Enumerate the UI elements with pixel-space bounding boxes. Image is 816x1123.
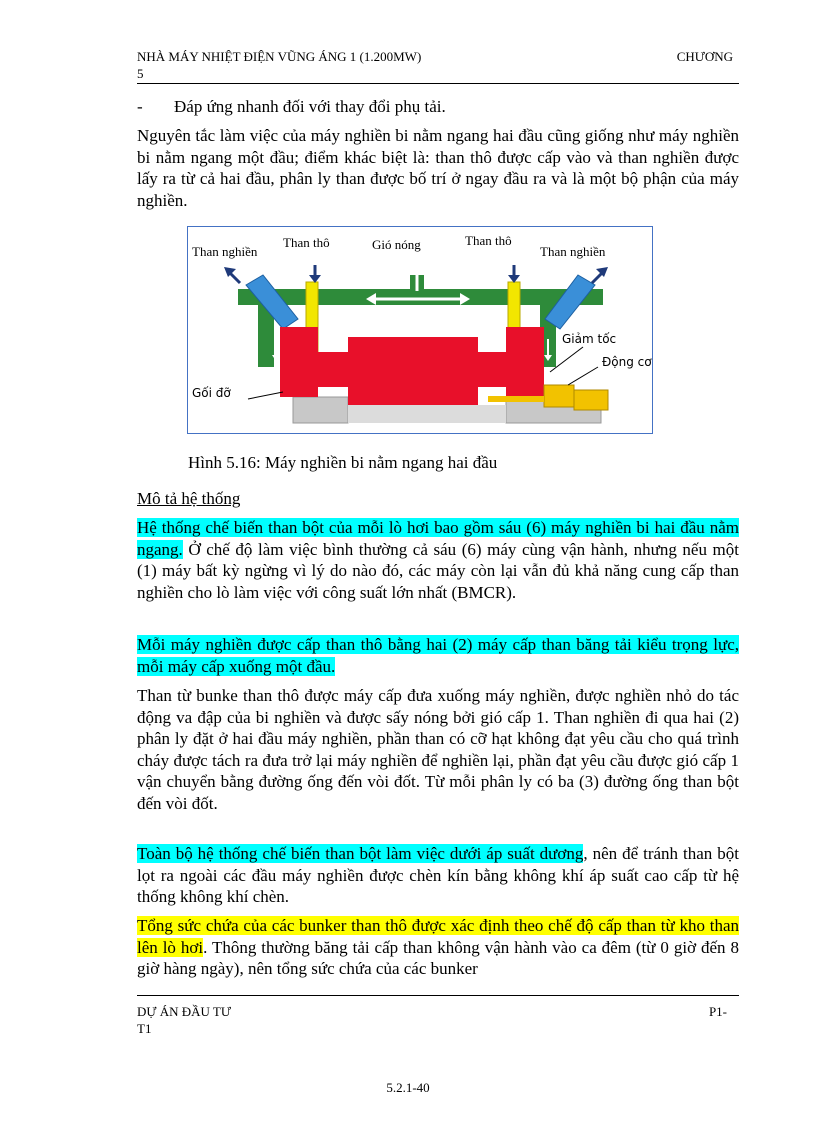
- paragraph-2-highlight: Mỗi máy nghiền được cấp than thô bằng hai (2) máy cấp than băng tải kiểu trọng lực, mỗi máy cấp xuống một đầu.: [137, 635, 739, 676]
- page-header: [137, 48, 739, 81]
- paragraph-3: Than từ bunke than thô được máy cấp đưa xuống máy nghiền, được nghiền nhỏ do tác động va đập của bi nghiền và được sấy nóng bởi gió cấp 1. Than nghiền đi qua hai (2) phân ly đặt ở hai đầu máy nghiền, phần than có cỡ hạt không đạt yêu cầu cho quá trình cháy được tách ra đưa trở lại máy nghiền để nghiền lại, phần đạt yêu cầu được gió cấp 1 vận chuyển bằng đường ống đến vòi đốt. Từ mỗi phân ly có ba (3) đường ống than bột đến vòi đốt.: [137, 686, 739, 813]
- paragraph-5-highlight: Tổng sức chứa của các bunker than thô được xác định theo chế độ cấp than từ kho than lên lò hơi: [137, 916, 739, 957]
- paragraph-1-rest: Ở chế độ làm việc bình thường cả sáu (6) máy cùng vận hành, nhưng nếu một (1) máy bất kỳ ngừng vì lý do nào đó, các máy còn lại vẫn đủ khả năng cung cấp than nghiền cho lò làm việc với công suất lớn nhất (BMCR).: [137, 539, 739, 602]
- drive-shaft: [488, 396, 544, 402]
- section-title: Mô tả hệ thống: [137, 489, 241, 508]
- label-goi-do: Gối đỡ: [192, 386, 231, 400]
- page-footer: [137, 1003, 739, 1036]
- footer-project: DỰ ÁN ĐẦU TƯ: [137, 1004, 231, 1019]
- paragraph-4-highlight: Toàn bộ hệ thống chế biến than bột làm việc dưới áp suất dương: [137, 844, 584, 863]
- paragraph-5-rest: . Thông thường băng tải cấp than không vận hành vào ca đêm (từ 0 giờ đến 8 giờ hàng ngày), nên tổng sức chứa của các bunker: [137, 937, 739, 978]
- paragraph-1: [137, 517, 739, 603]
- mill-head-right: [506, 327, 544, 397]
- label-giam-toc: Giảm tốc: [562, 332, 617, 346]
- label-than-tho-left: Than thô: [283, 235, 330, 250]
- figure-caption: Hình 5.16: Máy nghiền bi nằm ngang hai đầu: [188, 453, 498, 472]
- bullet-dash: -: [137, 97, 143, 116]
- label-dong-co: Động cơ: [602, 355, 652, 369]
- label-than-tho-right: Than thô: [465, 233, 512, 248]
- gearbox: [544, 385, 574, 407]
- label-than-nghien-left: Than nghiền: [192, 244, 258, 259]
- bullet-text: Đáp ứng nhanh đối với thay đổi phụ tải.: [174, 97, 446, 116]
- base-middle: [348, 405, 506, 423]
- footer-volume: T1: [137, 1021, 152, 1036]
- paragraph-1-highlight: Hệ thống chế biến than bột của mỗi lò hơi bao gồm sáu (6) máy nghiền bi hai đầu nằm ngang.: [137, 518, 739, 559]
- footer-divider: [137, 995, 739, 996]
- arrow-than-nghien-right: [592, 273, 602, 283]
- page-number: 5.2.1-40: [386, 1080, 430, 1095]
- base-left: [293, 397, 348, 423]
- mill-diagram: [187, 226, 653, 434]
- mill-neck-left: [318, 352, 348, 387]
- paragraph-2: [137, 634, 739, 677]
- motor: [574, 390, 608, 410]
- chapter-label: CHƯƠNG: [676, 49, 733, 64]
- label-than-nghien-right: Than nghiền: [540, 244, 606, 259]
- bullet-item: [137, 96, 446, 118]
- paragraph-4-rest: , nên để tránh than bột lọt ra ngoài các đầu máy nghiền được chèn kín bằng không khí áp suất cao cấp từ hệ thống không khí chèn.: [137, 844, 739, 906]
- footer-part: P1-: [708, 1004, 727, 1019]
- mill-drum: [348, 337, 478, 405]
- chapter-number: 5: [137, 66, 144, 81]
- intro-paragraph: Nguyên tắc làm việc của máy nghiền bi nằm ngang hai đầu cũng giống như máy nghiền bi nằm ngang một đầu; điểm khác biệt là: than thô được cấp vào và than nghiền được lấy ra từ cả hai đầu, phân ly than được bố trí ở ngay đầu ra và là một bộ phận của máy nghiền.: [137, 126, 739, 210]
- paragraph-4: [137, 843, 739, 908]
- paragraph-5: [137, 915, 739, 980]
- label-gio-nong: Gió nóng: [372, 237, 421, 252]
- header-divider: [137, 83, 739, 84]
- document-title: NHÀ MÁY NHIỆT ĐIỆN VŨNG ÁNG 1 (1.200MW): [137, 49, 422, 64]
- mill-neck-right: [478, 352, 508, 387]
- arrow-than-nghien-left: [230, 273, 240, 283]
- mill-head-left: [280, 327, 318, 397]
